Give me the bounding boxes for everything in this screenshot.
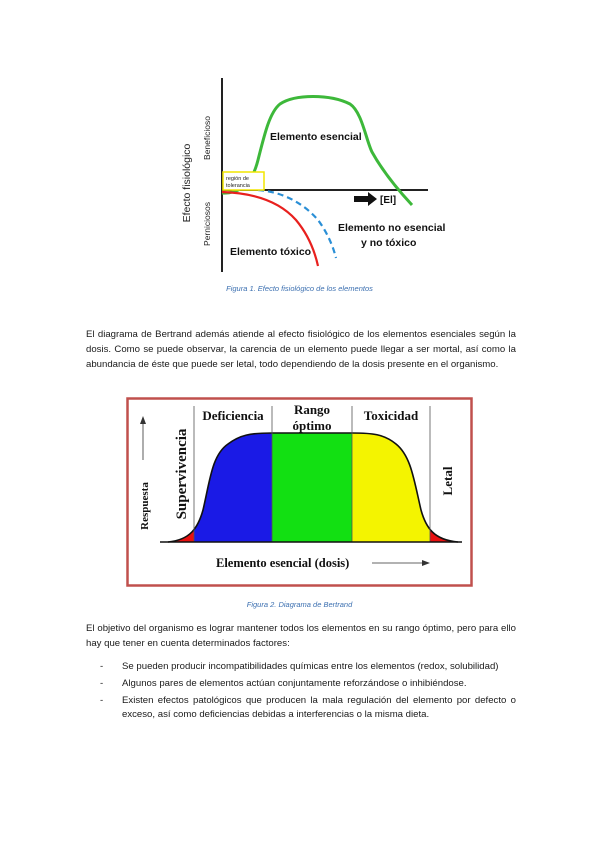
list-item [86,694,516,722]
zone-lethal-label: Letal [440,466,455,496]
list-item-text: Se pueden producir incompatibilidades químicas entre los elementos (redox, solubilidad) [122,661,499,672]
dose-label: [El] [380,195,397,206]
zone-optimal-green [272,430,352,545]
figure1-y-axis-label: Efecto fisiológico [181,143,193,223]
tolerance-region-label-1: región de [226,176,249,182]
figure-1-caption: Figura 1. Efecto fisiológico de los elementos [226,284,373,293]
list-item [86,660,516,674]
list-item-text: Existen efectos patológicos que producen la mala regulación del elemento por defecto o exceso, así como deficiencias debidas a interferencias o la misma dieta. [122,695,516,720]
paragraph-bertrand-intro: El diagrama de Bertrand además atiende al efecto fisiológico de los elementos esenciales según la dosis. Como se puede observar, la carencia de un elemento puede llegar a ser mortal, así como la abundancia de éste que puede ser letal, todo dependiendo de la dosis presente en el organismo. [86,329,516,370]
bullet-dash: - [100,695,104,706]
list-item-text: Algunos pares de elementos actúan conjuntamente reforzándose o inhibiéndose. [122,678,467,689]
figure1-beneficial-label: Beneficioso [202,116,212,160]
toxic-element-label: Elemento tóxico [230,246,312,258]
non-essential-element-label-2: y no tóxico [361,237,417,249]
figure1-harmful-label: Perniciosos [202,202,212,246]
essential-element-label: Elemento esencial [270,131,362,143]
figure2-x-axis-label: Elemento esencial (dosis) [216,556,350,570]
list-item [86,677,516,691]
tolerance-region-label-2: tolerancia [226,183,250,189]
factors-list [86,660,516,725]
zone-optimal-label-2: óptimo [292,418,332,433]
zone-deficiency-label: Deficiencia [202,408,264,423]
bullet-dash: - [100,661,104,672]
paragraph-objective: El objetivo del organismo es lograr mantener todos los elementos en su rango óptimo, pero para ello hay que tener en cuenta determinados factores: [86,623,516,649]
zone-optimal-label-1: Rango [293,402,331,417]
zone-survival-label: Supervivencia [174,428,190,520]
figure2-y-axis-label: Respuesta [139,482,151,530]
bullet-dash: - [100,678,104,689]
non-essential-element-label-1: Elemento no esencial [338,222,446,234]
figure-2-caption: Figura 2. Diagrama de Bertrand [246,600,353,609]
zone-toxicity-label: Toxicidad [363,408,419,423]
